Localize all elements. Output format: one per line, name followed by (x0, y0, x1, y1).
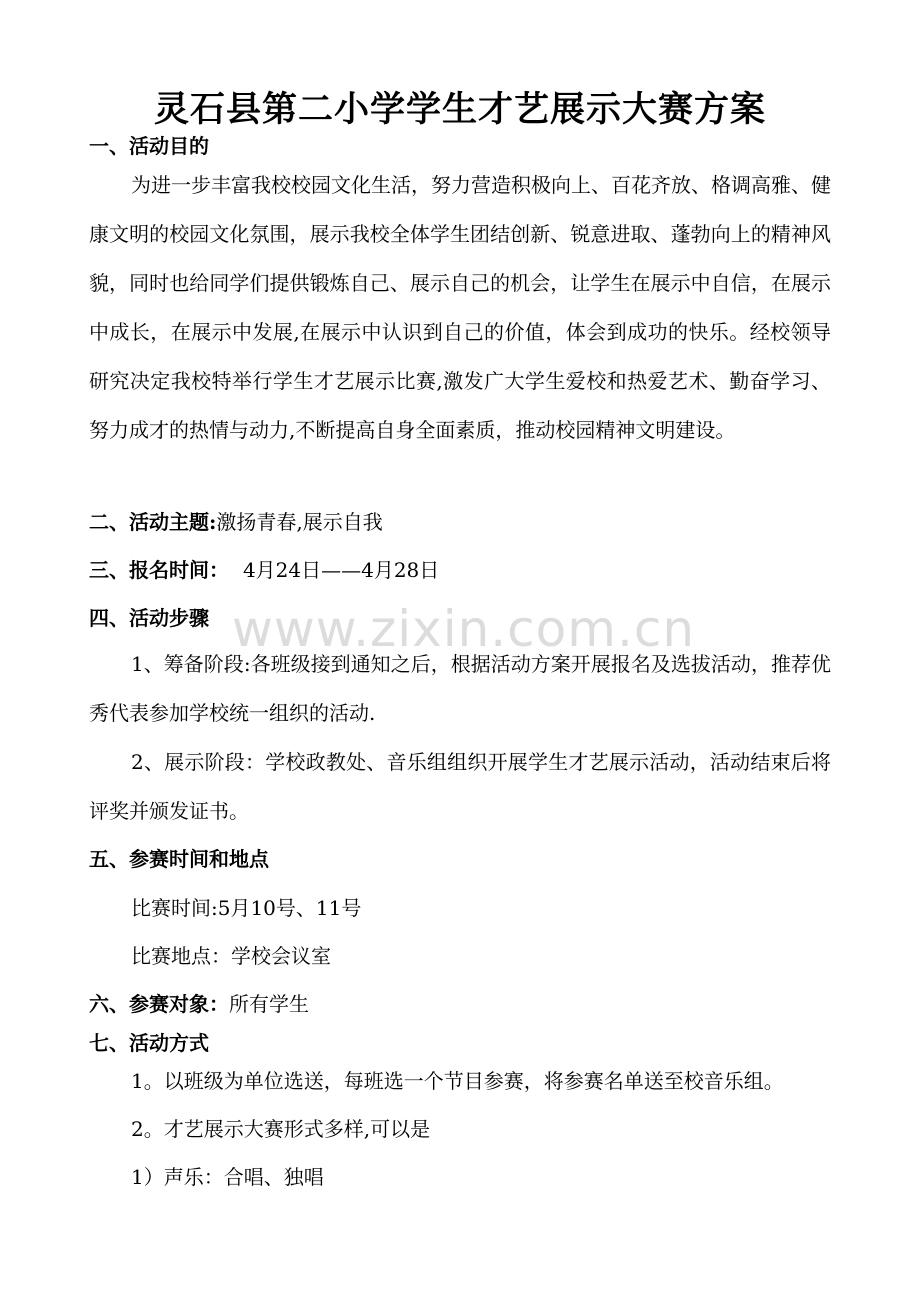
method-item-2: 2。才艺展示大赛形式多样,可以是 (131, 1117, 431, 1141)
section-heading-time-place: 五、参赛时间和地点 (89, 847, 269, 871)
method-item-3: 1）声乐：合唱、独唱 (131, 1165, 324, 1189)
section-heading-method: 七、活动方式 (89, 1031, 209, 1055)
competition-place: 比赛地点：学校会议室 (131, 944, 331, 968)
section-heading-theme (89, 508, 383, 536)
step-2-paragraph: 2、展示阶段：学校政教处、音乐组组织开展学生才艺展示活动，活动结束后将评奖并颁发证书。 (89, 750, 831, 823)
section-heading-participants (89, 990, 309, 1018)
participants-value: 所有学生 (229, 992, 309, 1016)
section-heading-registration (89, 556, 439, 584)
registration-label: 三、报名时间： (89, 558, 229, 582)
step-1-paragraph: 1、筹备阶段:各班级接到通知之后，根据活动方案开展报名及选拔活动，推荐优秀代表参加学校统一组织的活动. (89, 652, 831, 725)
section-heading-steps: 四、活动步骤 (89, 606, 209, 630)
competition-time: 比赛时间:5月10号、11号 (131, 896, 362, 920)
purpose-paragraph: 为进一步丰富我校校园文化生活，努力营造积极向上、百花齐放、格调高雅、健康文明的校园文化氛围，展示我校全体学生团结创新、锐意进取、蓬勃向上的精神风貌，同时也给同学们提供锻炼自己、展示自己的机会，让学生在展示中自信，在展示中成长，在展示中发展,在展示中认识到自己的价值，体会到成功的快乐。经校领导研究决定我校特举行学生才艺展示比赛,激发广大学生爱校和热爱艺术、勤奋学习、努力成才的热情与动力,不断提高自身全面素质，推动校园精神文明建设。 (89, 173, 831, 442)
participants-label: 六、参赛对象： (89, 992, 229, 1016)
theme-label: 二、活动主题: (89, 510, 217, 534)
registration-value: 4月24日——4月28日 (242, 558, 440, 582)
method-item-1: 1。以班级为单位选送，每班选一个节目参赛，将参赛名单送至校音乐组。 (131, 1069, 784, 1093)
section-heading-purpose: 一、活动目的 (89, 134, 209, 158)
watermark: www.zixin.com.cn (232, 600, 696, 658)
document-title: 灵石县第二小学学生才艺展示大赛方案 (153, 89, 766, 130)
theme-value: 激扬青春,展示自我 (216, 510, 383, 534)
